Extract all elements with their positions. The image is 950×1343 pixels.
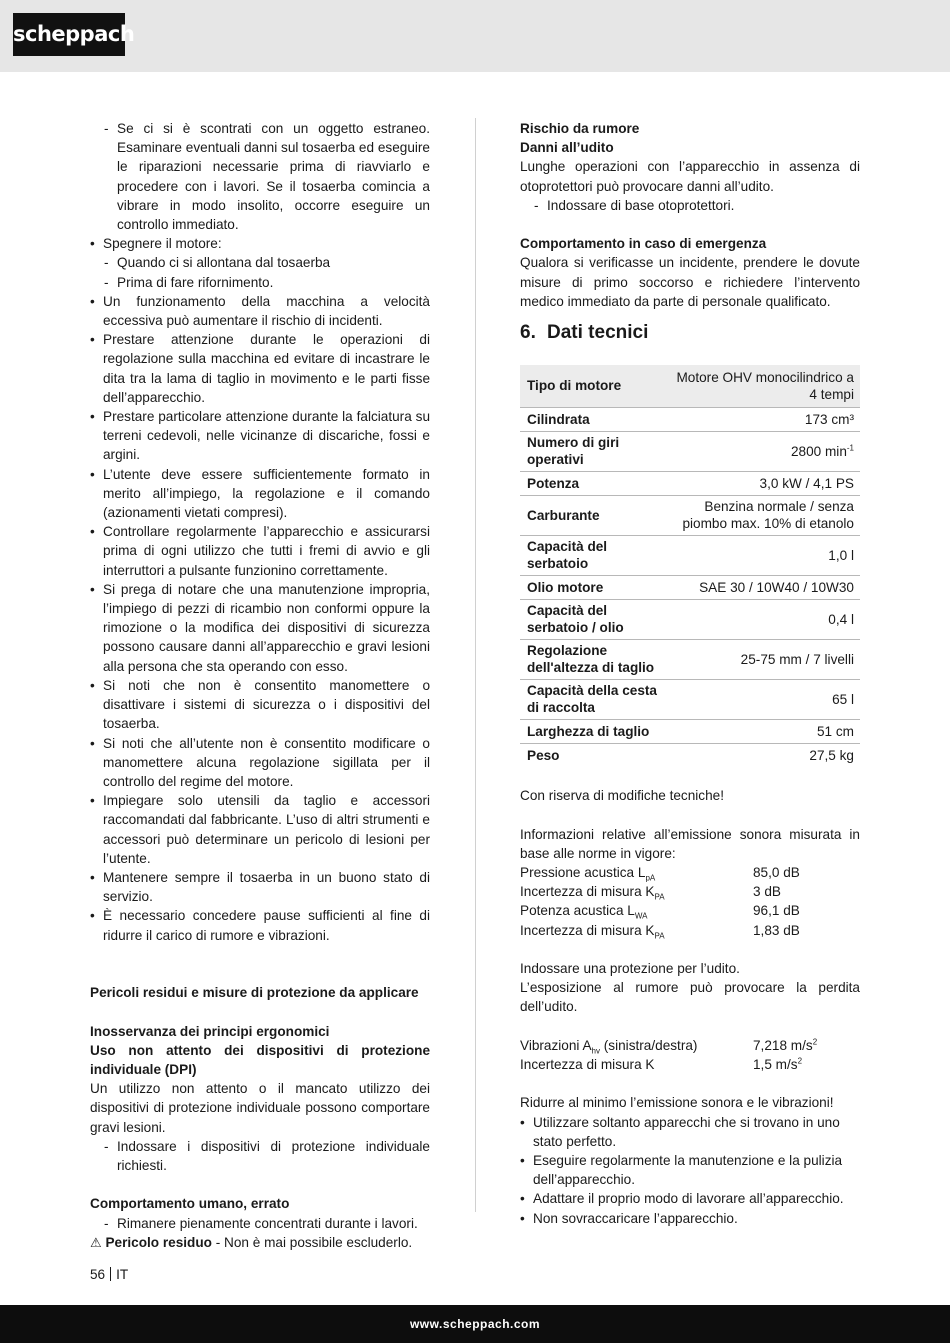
emission-intro: Informazioni relative all’emissione sonora misurata in base alle norme in vigore: [520, 826, 860, 861]
spec-value-text: 1,0 l [828, 547, 854, 563]
spec-value-text: Benzina normale / senza piombo max. 10% di etanolo [682, 499, 854, 532]
spec-value-text: 27,5 kg [809, 747, 854, 763]
spec-label: Olio motore [520, 575, 668, 599]
bullet-item: • Adattare il proprio modo di lavorare all’apparecchio. [520, 1189, 860, 1208]
emission-value: 1,83 dB [753, 922, 800, 938]
emission-label-subscript: pA [645, 873, 656, 883]
spec-value [668, 495, 860, 535]
spec-value [668, 639, 860, 679]
bullet-item: • Si noti che all’utente non è consentito modificare o manomettere alcuna regolazione sigillata per il controllo del regime del motore. [90, 734, 430, 792]
emission-label-subscript: PA [654, 931, 665, 941]
dpi-text: Un utilizzo non attento o il mancato utilizzo dei dispositivi di protezione individuale possono comportare gravi lesioni. [90, 1081, 430, 1135]
spec-label: Capacità del serbatoio / olio [520, 599, 668, 639]
header-bar [0, 0, 950, 72]
emission-row [520, 882, 860, 901]
safety-list [90, 119, 430, 945]
vibration-value-exponent: 2 [797, 1056, 803, 1066]
warning-label: Pericolo residuo [105, 1234, 212, 1250]
spec-value-text: 65 l [832, 691, 854, 707]
emission-label [520, 901, 753, 920]
spec-value-text: 0,4 l [828, 611, 854, 627]
bullet-item: • Spegnere il motore: [90, 234, 430, 253]
spec-value-text: 173 cm³ [804, 411, 854, 427]
spec-value [668, 535, 860, 575]
dash-item: - Quando ci si allontana dal tosaerba [90, 253, 430, 272]
dpi-dash-item: - Indossare i dispositivi di protezione individuale richiesti. [90, 1137, 430, 1175]
column-divider [475, 118, 476, 1212]
section-number: 6. [520, 322, 536, 344]
spec-value-text: 51 cm [816, 723, 854, 739]
bullet-item: • Prestare attenzione durante le operazioni di regolazione sulla macchina ed evitare di incastrare le dita tra la lama di taglio in movimento e le parti fisse dell’apparecchio. [90, 330, 430, 407]
hearing-protection-note: Indossare una protezione per l’udito. [520, 961, 740, 976]
spec-value [668, 575, 860, 599]
vibration-label [520, 1036, 753, 1055]
emission-label-text: Pressione acustica L [520, 865, 646, 880]
noise-dash-item: - Indossare di base otoprotettori. [520, 196, 860, 215]
emission-label-subscript: PA [654, 892, 665, 902]
noise-heading: Rischio da rumore [520, 121, 640, 136]
vibration-label-suffix: (sinistra/destra) [600, 1037, 698, 1053]
residual-heading: Pericoli residui e misure di protezione da applicare [90, 985, 419, 1001]
spec-row [520, 743, 860, 767]
spec-table [520, 365, 860, 767]
emission-values [520, 863, 860, 940]
emission-row [520, 921, 860, 940]
emission-label [520, 882, 753, 901]
bullet-item: • Non sovraccaricare l’apparecchio. [520, 1209, 860, 1228]
residual-warning [90, 1233, 430, 1252]
emission-row [520, 901, 860, 920]
emission-value: 96,1 dB [753, 903, 800, 919]
spec-label: Potenza [520, 471, 668, 495]
spec-label: Capacità della cesta di raccolta [520, 679, 668, 719]
vibration-label [520, 1055, 753, 1074]
emission-value: 85,0 dB [753, 865, 800, 880]
bullet-item: • Impiegare solo utensili da taglio e accessori raccomandati dal fabbricante. L’uso di altri strumenti e accessori può determinare un pericolo di lesioni per l’utente. [90, 791, 430, 868]
spec-label: Larghezza di taglio [520, 719, 668, 743]
page-number [90, 1265, 128, 1284]
bullet-item: • Si noti che non è consentito manomettere o disattivare i sistemi di sicurezza o i dispositivi del tosaerba. [90, 676, 430, 734]
spec-value-text: 3,0 kW / 4,1 PS [759, 475, 854, 491]
spec-value-exponent: -1 [846, 442, 854, 452]
spec-value [668, 431, 860, 471]
dash-item: - Prima di fare rifornimento. [90, 273, 430, 292]
spec-row [520, 719, 860, 743]
vibration-value-text: 1,5 m/s [753, 1057, 798, 1072]
emission-row [520, 863, 860, 882]
vibration-label-text: Incertezza di misura K [520, 1057, 655, 1072]
dpi-heading: Uso non attento dei dispositivi di protezione individuale (DPI) [90, 1042, 430, 1077]
vibration-label-subscript: hv [591, 1046, 600, 1056]
bullet-item: • È necessario concedere pause sufficienti al fine di ridurre il carico di rumore e vibrazioni. [90, 906, 430, 944]
bullet-item: • Mantenere sempre il tosaerba in un buono stato di servizio. [90, 868, 430, 906]
hearing-loss-note: L’esposizione al rumore può provocare la perdita dell’udito. [520, 980, 860, 1015]
bullet-item: • Eseguire regolarmente la manutenzione e la pulizia dell’apparecchio. [520, 1151, 860, 1189]
spec-value [668, 471, 860, 495]
warning-text: - Non è mai possibile escluderlo. [211, 1234, 413, 1250]
spec-row [520, 365, 860, 407]
vibration-row [520, 1036, 860, 1055]
ergo-heading: Inosservanza dei principi ergonomici [90, 1023, 330, 1039]
vibration-value-exponent: 2 [812, 1037, 818, 1047]
page-number-value: 56 [90, 1267, 106, 1282]
human-dash-item: - Rimanere pienamente concentrati durante i lavori. [90, 1214, 430, 1233]
emission-label-text: Incertezza di misura K [520, 884, 655, 900]
spec-label: Cilindrata [520, 407, 668, 431]
dash-item: - Se ci si è scontrati con un oggetto estraneo. Esaminare eventuali danni sul tosaerba ed eseguire le riparazioni necessarie prima di riavviarlo e procedere con i lavori. Se il tosaerba comincia a vibrare in modo insolito, occorre eseguire un controllo immediato. [90, 119, 430, 234]
reduce-list [520, 1113, 860, 1228]
reduce-heading: Ridurre al minimo l’emissione sonora e le vibrazioni! [520, 1095, 834, 1111]
spec-label: Numero di giri operativi [520, 431, 668, 471]
spec-row [520, 495, 860, 535]
bullet-item: • Prestare particolare attenzione durante la falciatura su terreni cedevoli, nelle vicinanze di discariche, fossi e argini. [90, 407, 430, 465]
spec-value [668, 599, 860, 639]
bullet-item: • Controllare regolarmente l’apparecchio e assicurarsi prima di ogni utilizzo che tutti i fremi di avvio e gli interruttori a pulsante funzionino correttamente. [90, 522, 430, 580]
spec-row [520, 575, 860, 599]
spec-label: Peso [527, 747, 560, 763]
bullet-item: • Si prega di notare che una manutenzione impropria, l’impiego di pezzi di ricambio non conformi oppure la rimozione o la modifica dei dispositivi di sicurezza possono causare danni all’apparecchio e gravi lesioni alla persona che sta operando con esso. [90, 580, 430, 676]
spec-row [520, 471, 860, 495]
spec-row [520, 407, 860, 431]
spec-value [668, 719, 860, 743]
vibration-value [753, 1055, 802, 1074]
website-link[interactable]: www.scheppach.com [409, 1317, 541, 1331]
spec-value [668, 679, 860, 719]
spec-row [520, 599, 860, 639]
bullet-item: • L’utente deve essere sufficientemente formato in merito all’impiego, la regolazione e il comando (azionamenti vietati compresi). [90, 465, 430, 523]
bullet-item: • Un funzionamento della macchina a velocità eccessiva può aumentare il rischio di incidenti. [90, 292, 430, 330]
vibration-values [520, 1036, 860, 1074]
language-code: IT [116, 1267, 129, 1282]
emergency-text: Qualora si verificasse un incidente, prendere le dovute misure di primo soccorso e richiedere l’intervento medico immediato da parte di personale qualificato. [520, 255, 860, 309]
spec-row [520, 679, 860, 719]
vibration-label-text: Vibrazioni A [520, 1037, 592, 1053]
emission-value: 3 dB [753, 884, 781, 900]
spec-row [520, 431, 860, 471]
spec-label: Tipo di motore [520, 365, 668, 407]
emission-label-text: Potenza acustica L [520, 903, 635, 919]
spec-value-text: 25-75 mm / 7 livelli [740, 651, 854, 667]
spec-value [668, 407, 860, 431]
spec-value-text: SAE 30 / 10W40 / 10W30 [699, 579, 854, 595]
spec-row [520, 535, 860, 575]
spec-label: Capacità del serbatoio [520, 535, 668, 575]
vibration-value-text: 7,218 m/s [753, 1037, 813, 1053]
brand-logo: scheppach [13, 13, 125, 56]
noise-text: Lunghe operazioni con l’apparecchio in assenza di otoprotettori può provocare danni all’udito. [520, 159, 860, 194]
warning-triangle-icon: ⚠ [90, 1234, 102, 1250]
emission-label-subscript: WA [634, 912, 648, 922]
bullet-item: • Utilizzare soltanto apparecchi che si trovano in uno stato perfetto. [520, 1113, 860, 1151]
spec-value-text: 2800 min [790, 443, 847, 459]
spec-row [520, 639, 860, 679]
spec-label: Regolazione dell'altezza di taglio [520, 639, 668, 679]
spec-value [668, 743, 860, 767]
spec-label: Carburante [520, 495, 668, 535]
page-separator [110, 1267, 111, 1281]
section-heading [520, 321, 860, 345]
emission-label [520, 863, 753, 882]
vibration-value [753, 1036, 817, 1055]
right-column [520, 119, 860, 1228]
vibration-row [520, 1055, 860, 1074]
reserve-note: Con riserva di modifiche tecniche! [520, 788, 724, 804]
human-heading: Comportamento umano, errato [90, 1196, 290, 1212]
spec-value-text: Motore OHV monocilindrico a 4 tempi [676, 369, 854, 402]
footer-bar [0, 1305, 950, 1343]
emission-label [520, 921, 753, 940]
section-title: Dati tecnici [547, 322, 649, 344]
emission-label-text: Incertezza di misura K [520, 922, 655, 938]
hearing-damage-heading: Danni all’udito [520, 140, 614, 156]
emergency-heading: Comportamento in caso di emergenza [520, 236, 767, 252]
left-column [90, 119, 430, 1252]
spec-value [668, 365, 860, 407]
